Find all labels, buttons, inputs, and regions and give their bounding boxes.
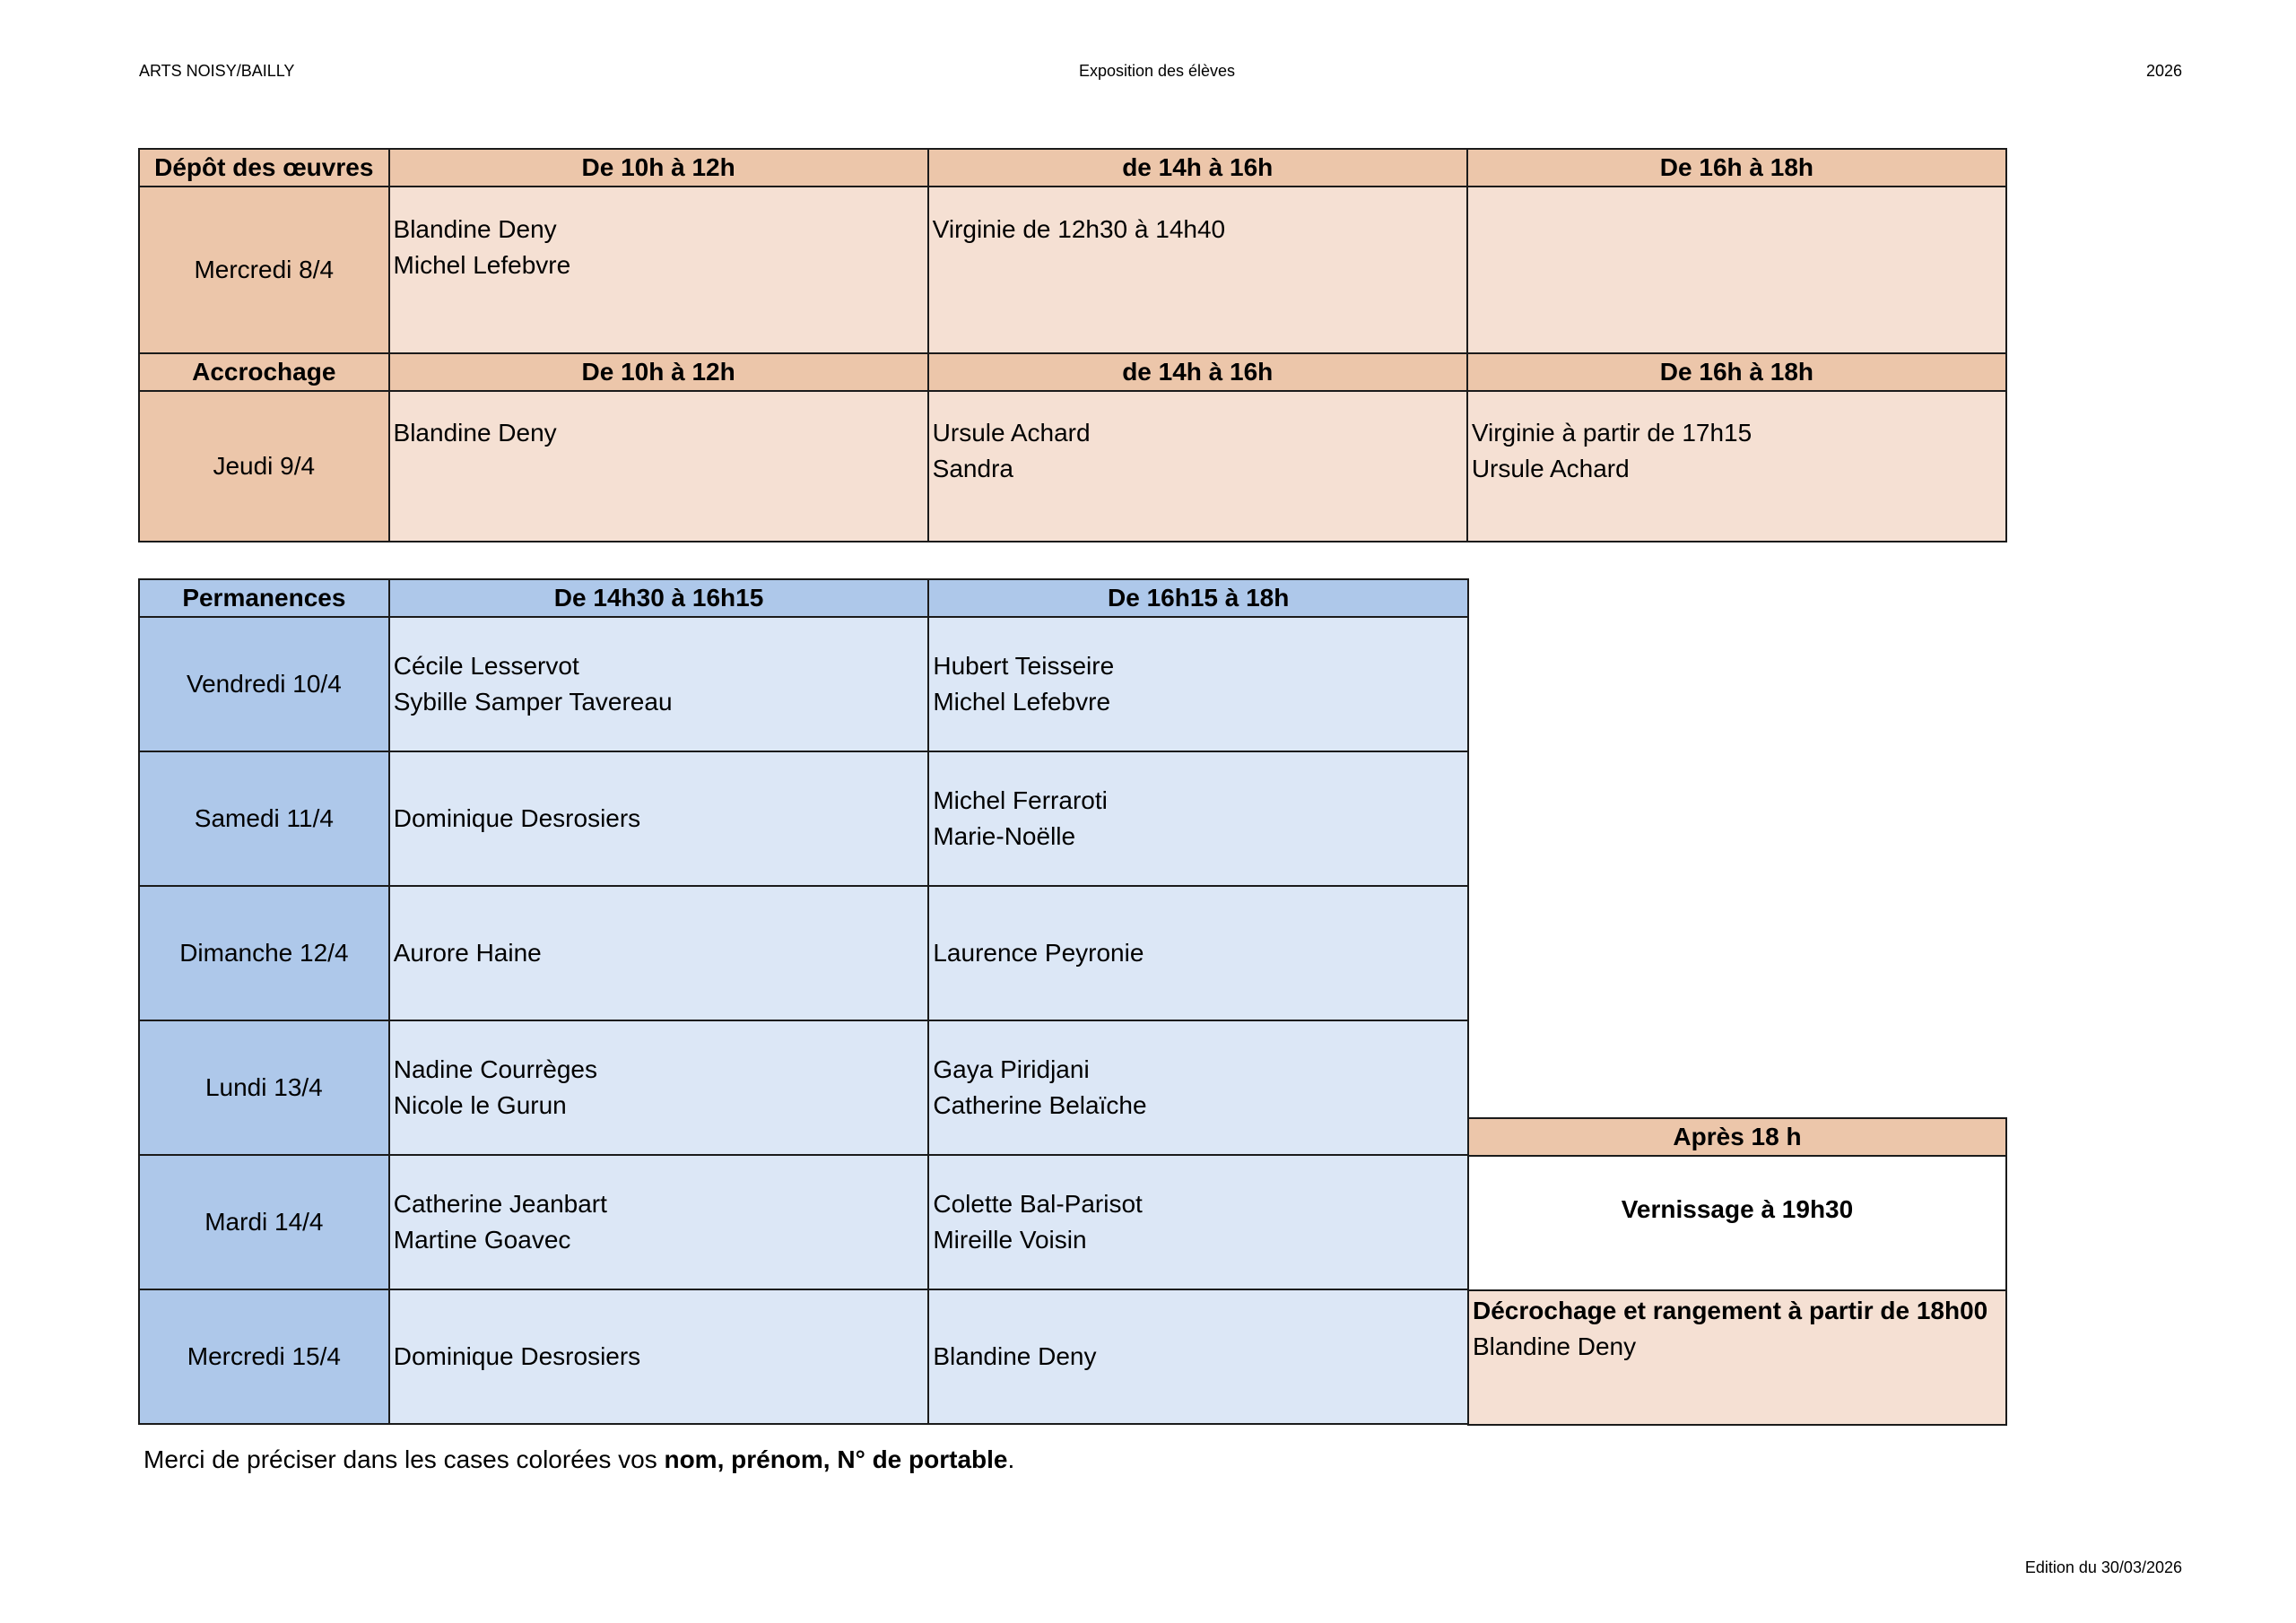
permanence-slot-cell[interactable] — [928, 751, 1468, 886]
volunteer-name: Nicole le Gurun — [393, 1091, 567, 1119]
depot-slot-header: de 14h à 16h — [928, 149, 1467, 187]
accrochage-header-row — [139, 353, 2006, 391]
apres-table — [1467, 1117, 2007, 1426]
volunteer-name: Hubert Teisseire — [933, 652, 1115, 680]
depot-slot-header: De 16h à 18h — [1467, 149, 2006, 187]
depot-header-row — [139, 149, 2006, 187]
volunteer-name: Blandine Deny — [393, 215, 557, 243]
permanence-slot-cell[interactable] — [928, 1155, 1468, 1289]
note-suffix: . — [1007, 1445, 1015, 1473]
vernissage-cell — [1468, 1156, 2006, 1290]
vernissage-label: Vernissage à 19h30 — [1621, 1195, 1854, 1223]
volunteer-name: Blandine Deny — [393, 419, 557, 447]
permanences-header-row — [139, 579, 1468, 617]
permanences-header: Permanences — [139, 579, 389, 617]
volunteer-name: Blandine Deny — [933, 1342, 1097, 1370]
decrochage-title: Décrochage et rangement à partir de 18h00 — [1473, 1297, 1988, 1324]
depot-row — [139, 187, 2006, 353]
depot-slot-cell[interactable] — [928, 187, 1467, 353]
depot-slot-header: De 10h à 12h — [389, 149, 928, 187]
permanence-day: Vendredi 10/4 — [139, 617, 389, 751]
volunteer-name: Colette Bal-Parisot — [933, 1190, 1143, 1218]
volunteer-name: Gaya Piridjani — [933, 1055, 1090, 1083]
apres-header: Après 18 h — [1468, 1118, 2006, 1156]
permanence-day: Samedi 11/4 — [139, 751, 389, 886]
volunteer-name: Michel Lefebvre — [393, 251, 571, 279]
decrochage-cell[interactable] — [1468, 1290, 2006, 1425]
permanence-day: Dimanche 12/4 — [139, 886, 389, 1020]
volunteer-name: Mireille Voisin — [933, 1226, 1087, 1254]
volunteer-name: Marie-Noëlle — [933, 822, 1076, 850]
permanences-slot-header: De 16h15 à 18h — [928, 579, 1468, 617]
volunteer-name: Virginie de 12h30 à 14h40 — [932, 215, 1226, 243]
volunteer-name: Ursule Achard — [932, 419, 1091, 447]
volunteer-name: Michel Ferraroti — [933, 786, 1108, 814]
accrochage-slot-header: De 10h à 12h — [389, 353, 928, 391]
permanence-row — [139, 751, 1468, 886]
volunteer-name: Nadine Courrèges — [393, 1055, 597, 1083]
permanence-row — [139, 1289, 1468, 1424]
permanence-day: Lundi 13/4 — [139, 1020, 389, 1155]
volunteer-name: Aurore Haine — [393, 939, 542, 967]
accrochage-slot-cell[interactable] — [1467, 391, 2006, 542]
accrochage-slot-header: de 14h à 16h — [928, 353, 1467, 391]
permanence-slot-cell[interactable] — [389, 1020, 929, 1155]
header-title: Exposition des élèves — [1078, 62, 1236, 80]
permanences-table — [138, 578, 1469, 1425]
depot-day: Mercredi 8/4 — [139, 187, 389, 353]
volunteer-name: Virginie à partir de 17h15 — [1471, 419, 1752, 447]
volunteer-name: Dominique Desrosiers — [393, 804, 641, 832]
permanence-row — [139, 1155, 1468, 1289]
permanence-day: Mardi 14/4 — [139, 1155, 389, 1289]
volunteer-name: Laurence Peyronie — [933, 939, 1144, 967]
permanence-slot-cell[interactable] — [928, 617, 1468, 751]
accrochage-slot-cell[interactable] — [389, 391, 928, 542]
header-year: 2026 — [2145, 62, 2182, 80]
header-organization: ARTS NOISY/BAILLY — [139, 62, 295, 80]
permanence-slot-cell[interactable] — [389, 617, 929, 751]
depot-accrochage-table — [138, 148, 2007, 542]
accrochage-slot-cell[interactable] — [928, 391, 1467, 542]
instructions-note — [144, 1442, 1014, 1478]
volunteer-name: Catherine Belaïche — [933, 1091, 1147, 1119]
permanence-row — [139, 886, 1468, 1020]
accrochage-row — [139, 391, 2006, 542]
edition-date: Edition du 30/03/2026 — [2024, 1558, 2182, 1576]
volunteer-name: Dominique Desrosiers — [393, 1342, 641, 1370]
permanence-slot-cell[interactable] — [928, 886, 1468, 1020]
note-bold: nom, prénom, N° de portable — [664, 1445, 1008, 1473]
permanence-day: Mercredi 15/4 — [139, 1289, 389, 1424]
volunteer-name: Ursule Achard — [1471, 455, 1630, 482]
volunteer-name: Michel Lefebvre — [933, 688, 1111, 716]
permanence-slot-cell[interactable] — [389, 1155, 929, 1289]
volunteer-name: Cécile Lesservot — [393, 652, 579, 680]
permanence-slot-cell[interactable] — [389, 751, 929, 886]
permanence-slot-cell[interactable] — [928, 1289, 1468, 1424]
permanence-slot-cell[interactable] — [389, 886, 929, 1020]
accrochage-slot-header: De 16h à 18h — [1467, 353, 2006, 391]
depot-slot-cell[interactable] — [389, 187, 928, 353]
volunteer-name: Blandine Deny — [1473, 1332, 1637, 1360]
volunteer-name: Catherine Jeanbart — [393, 1190, 607, 1218]
note-prefix: Merci de préciser dans les cases colorées vos — [144, 1445, 665, 1473]
volunteer-name: Sandra — [932, 455, 1013, 482]
volunteer-name: Sybille Samper Tavereau — [393, 688, 673, 716]
permanence-slot-cell[interactable] — [389, 1289, 929, 1424]
permanence-row — [139, 1020, 1468, 1155]
permanences-slot-header: De 14h30 à 16h15 — [389, 579, 929, 617]
permanence-row — [139, 617, 1468, 751]
volunteer-name: Martine Goavec — [393, 1226, 571, 1254]
accrochage-day: Jeudi 9/4 — [139, 391, 389, 542]
depot-header: Dépôt des œuvres — [139, 149, 389, 187]
depot-slot-cell[interactable] — [1467, 187, 2006, 353]
accrochage-header: Accrochage — [139, 353, 389, 391]
permanence-slot-cell[interactable] — [928, 1020, 1468, 1155]
